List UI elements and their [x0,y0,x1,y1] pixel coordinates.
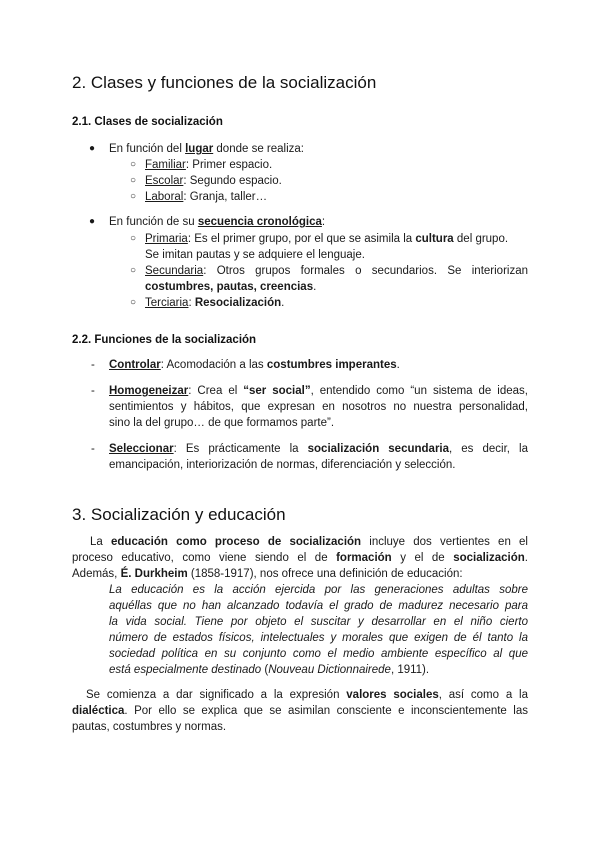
quote-last-line: está especialmente destinado (Nouveau Dictionnairede, 1911). [109,664,430,676]
funcion-homogeneizar-line2: sentimientos y hábitos, que expresan en nosotros no nuestra personalidad, [109,401,528,413]
bullet-icon: ● [89,143,96,154]
lugar-heading: En función del lugar donde se realiza: [109,143,305,155]
list-item-laboral: Laboral: Granja, taller… [145,191,268,203]
dash-marker: - [91,443,95,455]
section-2-1-title: 2.1. Clases de socialización [72,116,223,128]
funcion-seleccionar-line2: emancipación, interiorización de normas, diferenciación y selección. [109,459,456,471]
paragraph-2-line1: Se comienza a dar significado a la expresión valores sociales, así como a la [86,689,528,701]
sub-bullet-icon: ○ [130,233,137,244]
list-item-familiar: Familiar: Primer espacio. [145,159,273,171]
funcion-controlar: Controlar: Acomodación a las costumbres imperantes. [109,359,400,371]
secuencia-heading: En función de su secuencia cronológica: [109,216,326,228]
sub-bullet-icon: ○ [130,175,137,186]
section-3-title: 3. Socialización y educación [72,505,286,524]
sub-bullet-icon: ○ [130,159,137,170]
sub-bullet-icon: ○ [130,297,137,308]
quote-line: la vida social. Tiene por objeto el suscitar y desarrollar en el niño cierto [109,616,528,628]
quote-line: número de estados físicos, intelectuales y morales que exigen de él tanto la [109,632,528,644]
list-item-primaria-line2: Se imitan pautas y se adquiere el lenguaje. [145,249,365,261]
quote-line: La educación es la acción ejercida por las generaciones adultas sobre [109,584,528,596]
paragraph-2-line2: dialéctica. Por ello se explica que se asimilan consciente e inconscientemente las [72,705,528,717]
section-2-2-title: 2.2. Funciones de la socialización [72,334,257,346]
sub-bullet-icon: ○ [130,191,137,202]
list-item-primaria: Primaria: Es el primer grupo, por el que se asimila la cultura del grupo. [145,233,509,245]
dash-marker: - [91,385,95,397]
quote-line: aquéllas que no han alcanzado todavía el grado de madurez necesario para [109,600,528,612]
quote-line: sociedad política en su conjunto como el medio ambiente específico al que [109,648,528,660]
funcion-seleccionar: Seleccionar: Es prácticamente la socialización secundaria, es decir, la [109,443,528,455]
paragraph-2-line3: pautas, costumbres y normas. [72,721,227,733]
list-item-secundaria: Secundaria: Otros grupos formales o secundarios. Se interiorizan [145,265,528,277]
dash-marker: - [91,359,95,371]
funcion-homogeneizar-line3: sino la del grupo… de que formamos parte”. [109,417,335,429]
sub-bullet-icon: ○ [130,265,137,276]
paragraph-1-line3: Además, É. Durkheim (1858-1917), nos ofrece una definición de educación: [72,568,463,580]
paragraph-1-line1: La educación como proceso de socialización incluye dos vertientes en el [90,536,528,548]
list-item-escolar: Escolar: Segundo espacio. [145,175,282,187]
bullet-icon: ● [89,216,96,227]
funcion-homogeneizar: Homogeneizar: Crea el “ser social”, entendido como “un sistema de ideas, [109,385,528,397]
list-item-terciaria: Terciaria: Resocialización. [145,297,285,309]
list-item-secundaria-line2: costumbres, pautas, creencias. [145,281,317,293]
paragraph-1-line2: proceso educativo, como viene siendo el de formación y el de socialización. [72,552,528,564]
section-2-title: 2. Clases y funciones de la socialización [72,73,377,92]
